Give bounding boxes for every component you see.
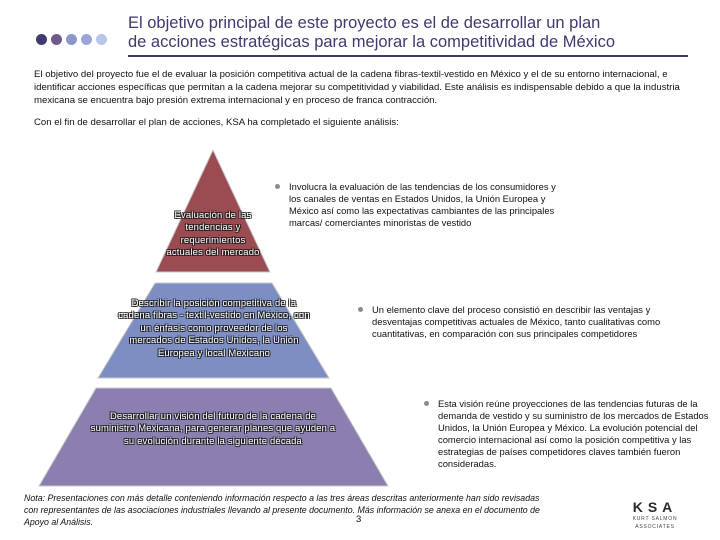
- bullet-icon: [275, 184, 280, 189]
- page-title-line-1: El objetivo principal de este proyecto es el de desarrollar un plan: [128, 14, 601, 32]
- page-title-line-2: de acciones estratégicas para mejorar la competitividad de México: [128, 33, 615, 51]
- ksa-logo-subtext: KURT SALMON ASSOCIATES: [632, 516, 678, 530]
- tier-middle-description: [372, 304, 662, 340]
- tier-top-description: [289, 181, 559, 229]
- tier-bottom-description-text: Esta visión reúne proyecciones de las tendencias futuras de la demanda de vestido y su suministro de los mercados de Estados Unidos, la Unión Europea y México. La evolución potencial del comercio internacional así como la posición competitiva y las estrategias de países competidores claves también fueron consideradas.: [438, 398, 709, 469]
- ksa-logo: [622, 499, 688, 531]
- pyramid-tier-bottom-label: Desarrollar un visión del futuro de la cadena de suministro Mexicana, para generar planes que ayuden a su evolución durante la siguiente década: [90, 410, 336, 446]
- ksa-logo-text: KSA: [632, 499, 678, 515]
- pyramid-tier-top-label: Evaluación de las tendencias y requerimientos actuales del mercado: [166, 209, 260, 258]
- page-number: 3: [356, 514, 362, 525]
- tier-bottom-description: [438, 398, 714, 470]
- bullet-icon: [358, 307, 363, 312]
- footnote: Nota: Presentaciones con más detalle conteniendo información respecto a las tres áreas descritas anteriormente han sido revisadas con representantes de las asociaciones industriales llevando al presente documento. Más información se anexa en el documento de Apoyo al Análisis.: [24, 493, 540, 527]
- tier-middle-description-text: Un elemento clave del proceso consistió en describir las ventajas y desventajas competitivas actuales de México, tanto cualitativas como cuantitativas, en comparación con sus principales competidores: [372, 304, 661, 339]
- bullet-icon: [424, 401, 429, 406]
- pyramid-tier-middle-label: Describir la posición competitiva de la cadena fibras - textil-vestido en México, con un énfasis como proveedor de los mercados de Estados Unidos, la Unión Europea y local Mexicano: [118, 297, 310, 358]
- intro-paragraph: El objetivo del proyecto fue el de evaluar la posición competitiva actual de la cadena fibras-textil-vestido en México y el de su entorno internacional, e identificar acciones específicas que permitan a la cadena mejorar su competitividad y viabilidad. Este análisis es indispensable debido a que la industria mexicana se encuentra bajo presión extrema internacional y en proceso de franca contracción.: [34, 69, 680, 106]
- tier-top-description-text: Involucra la evaluación de las tendencias de los consumidores y los canales de ventas en Estados Unidos, la Unión Europea y México así como las expectativas cambiantes de las principales marcas/ comerciantes minoristas de vestido: [289, 181, 556, 228]
- analysis-lead-text: Con el fin de desarrollar el plan de acciones, KSA ha completado el siguiente análisis:: [34, 117, 399, 128]
